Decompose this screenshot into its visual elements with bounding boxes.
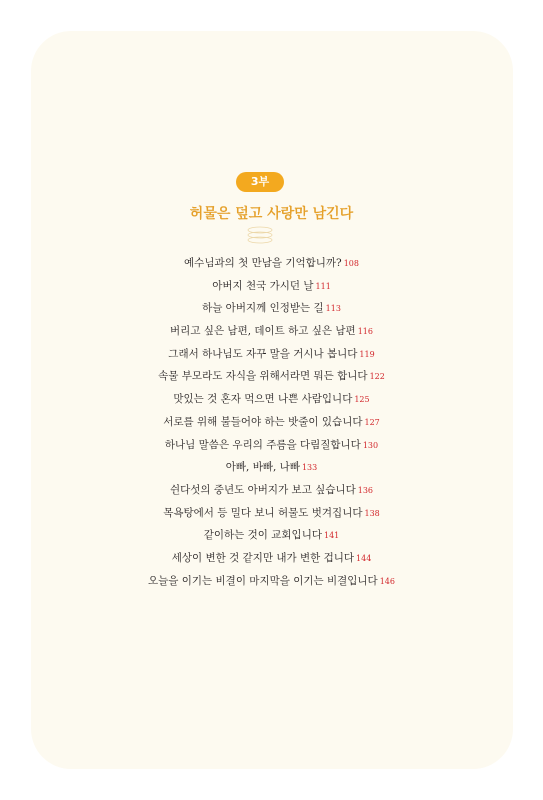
toc-entry[interactable] <box>0 502 543 525</box>
part-badge: 3부 <box>236 172 284 192</box>
toc-title: 속물 부모라도 자식을 위해서라면 뭐든 합니다 <box>158 370 368 383</box>
toc-page-number: 136 <box>357 485 374 495</box>
toc-title: 오늘을 이기는 비결이 마지막을 이기는 비결입니다 <box>148 574 378 587</box>
toc-title: 예수님과의 첫 만남을 기억합니까? <box>184 257 342 269</box>
toc-entry[interactable] <box>0 365 543 388</box>
toc-title: 하나님 말씀은 우리의 주름을 다림질합니다 <box>164 438 361 451</box>
toc-page-number: 116 <box>357 327 373 337</box>
toc-page-number: 119 <box>359 349 375 359</box>
toc-page-number: 122 <box>369 372 385 382</box>
stacked-rings-ornament-icon <box>246 226 274 244</box>
toc-title: 하늘 아버지께 인정받는 길 <box>202 302 324 315</box>
toc-page-number: 141 <box>323 531 340 541</box>
toc-title: 그래서 하나님도 자꾸 말을 거시나 봅니다 <box>168 347 358 360</box>
toc-page-number: 133 <box>301 463 318 473</box>
toc-entry[interactable] <box>0 479 543 502</box>
toc-entry[interactable] <box>0 388 543 411</box>
toc-page-number: 113 <box>325 304 341 314</box>
toc-entry[interactable] <box>0 343 543 366</box>
toc-page-number: 130 <box>362 440 379 450</box>
toc-title: 세상이 변한 것 같지만 내가 변한 겁니다 <box>171 551 355 564</box>
toc-entry[interactable] <box>0 252 543 275</box>
toc-entry[interactable] <box>0 547 543 570</box>
toc-title: 같이하는 것이 교회입니다 <box>203 529 322 542</box>
toc-title: 쉰다섯의 중년도 아버지가 보고 싶습니다 <box>169 483 356 496</box>
toc-page-number: 111 <box>315 281 331 291</box>
toc-title: 목욕탕에서 등 밀다 보니 허물도 벗겨집니다 <box>163 506 363 519</box>
toc-page-number: 127 <box>364 417 380 427</box>
toc-page-number: 138 <box>364 508 380 518</box>
toc-entry[interactable] <box>0 297 543 320</box>
toc-entry[interactable] <box>0 524 543 547</box>
toc-title: 아버지 천국 가시던 날 <box>212 279 314 292</box>
toc-entry[interactable] <box>0 320 543 343</box>
toc-entry[interactable] <box>0 275 543 298</box>
toc-entry[interactable] <box>0 570 543 593</box>
toc-page-number: 146 <box>379 576 395 586</box>
toc-title: 서로를 위해 불들어야 하는 밧줄이 있습니다 <box>163 415 363 428</box>
table-of-contents <box>0 252 543 592</box>
toc-page-number: 125 <box>354 395 370 405</box>
toc-page-number: 108 <box>343 259 359 268</box>
toc-entry[interactable] <box>0 411 543 434</box>
toc-title: 아빠, 바빠, 나빠 <box>225 461 300 474</box>
toc-title: 맛있는 것 혼자 먹으면 나쁜 사람입니다 <box>173 393 353 406</box>
part-title: 허물은 덮고 사랑만 남긴다 <box>189 206 354 222</box>
toc-entry[interactable] <box>0 456 543 479</box>
toc-title: 버리고 싶은 남편, 데이트 하고 싶은 남편 <box>170 325 356 338</box>
toc-page-number: 144 <box>356 553 372 563</box>
toc-entry[interactable] <box>0 434 543 457</box>
